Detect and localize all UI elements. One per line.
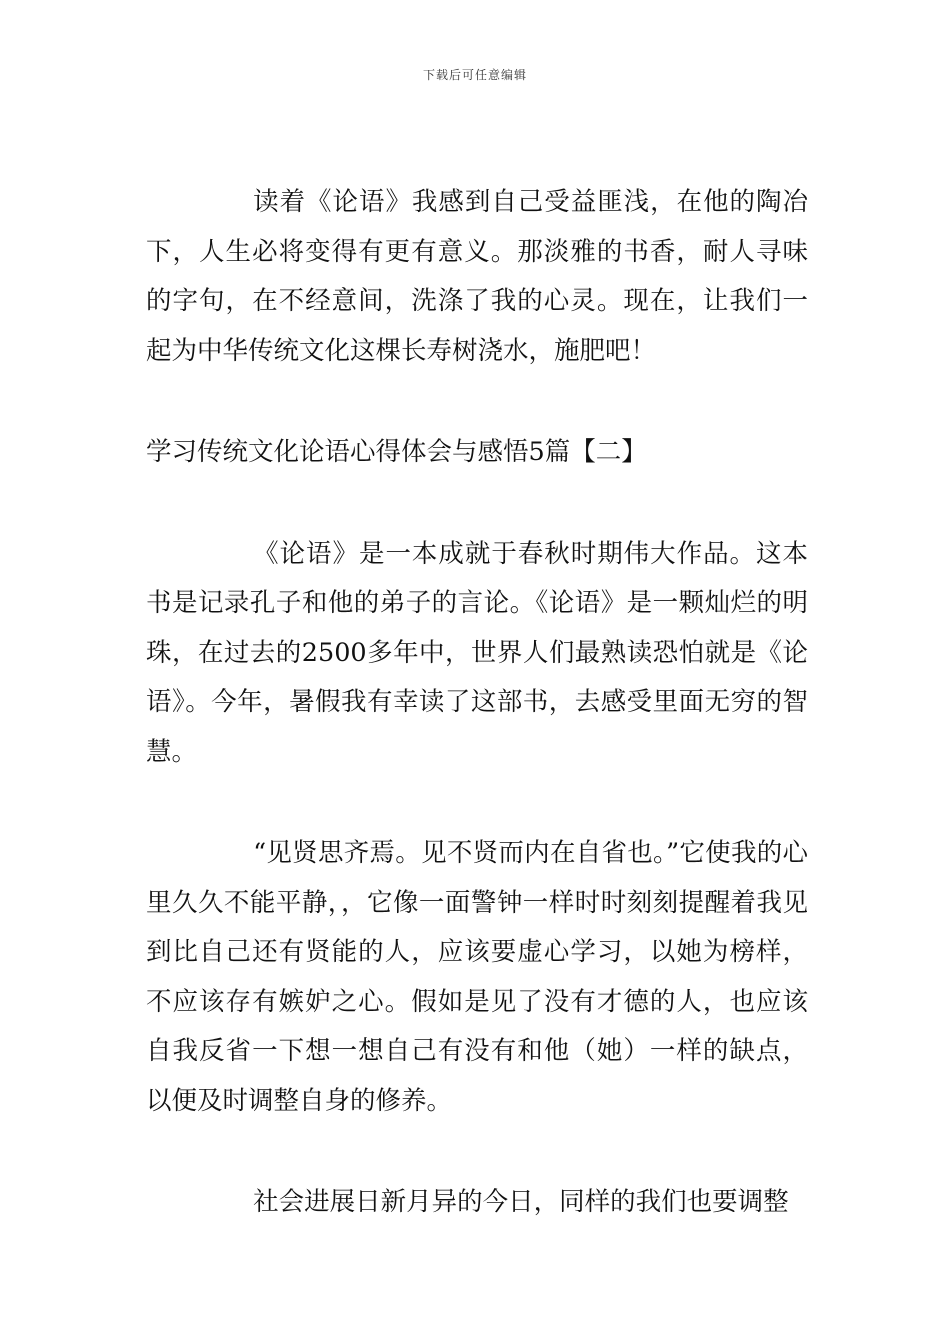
section-heading: 学习传统文化论语心得体会与感悟5篇【二】 [146,437,647,467]
paragraph-2: 《论语》是一本成就于春秋时期伟大作品。这本书是记录孔子和他的弟子的言论。《论语》是一颗灿烂的明珠，在过去的2500多年中，世界人们最熟读恐怕就是《论语》。今年，暑假我有幸读了这部书，去感受里面无穷的智慧。 [146,538,808,767]
paragraph-spacer [146,478,808,530]
paragraph-3: “见贤思齐焉。见不贤而内在自省也。”它使我的心里久久不能平静，，它像一面警钟一样时时刻刻提醒着我见到比自己还有贤能的人，应该要虚心学习，以她为榜样，不应该存有嫉妒之心。假如是见了没有才德的人，也应该自我反省一下想一想自己有没有和他（她）一样的缺点，以便及时调整自身的修养。 [146,838,808,1116]
paragraph-4: 社会进展日新月异的今日，同样的我们也要调整 [253,1187,789,1217]
paragraph-spacer [146,1126,808,1178]
document-body [146,178,808,1228]
paragraph-spacer [146,777,808,829]
paragraph-1: 读着《论语》我感到自己受益匪浅，在他的陶冶下，人生必将变得有更有意义。那淡雅的书香，耐人寻味的字句，在不经意间，洗涤了我的心灵。现在，让我们一起为中华传统文化这棵长寿树浇水，施肥吧！ [146,187,808,366]
paragraph-spacer [146,376,808,428]
page-header-note: 下载后可任意编辑 [422,68,527,82]
